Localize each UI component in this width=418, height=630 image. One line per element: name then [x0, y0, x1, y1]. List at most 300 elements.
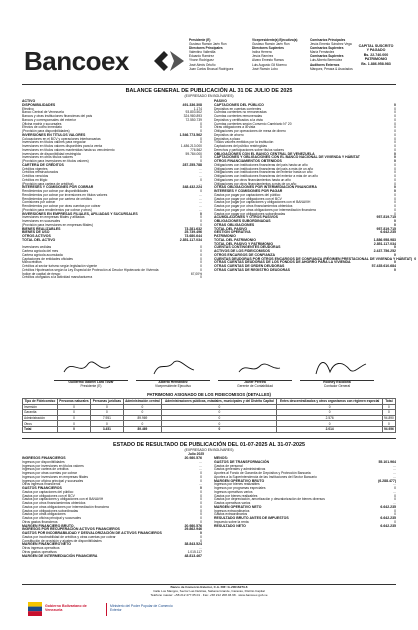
- ledger-label: BIENES DE USO: [22, 230, 50, 235]
- ledger-label: TOTAL DEL ACTIVO: [22, 237, 56, 242]
- capital-line: Y PAGADO: [366, 48, 386, 53]
- ledger-amount: 25.739.496: [184, 230, 202, 235]
- signature-block: [300, 380, 374, 389]
- ledger-amount: 72.550.739: [185, 117, 202, 122]
- header-line: Jesús Ernesto Sánchez Vega: [310, 42, 352, 47]
- ledger-amount: 0: [394, 174, 396, 178]
- trust-type-cell: Total: [23, 426, 58, 432]
- ledger-label: Obligaciones con instituciones financieras del exterior a más de un año: [214, 174, 318, 178]
- ledger-label: Gastos operativos varios: [214, 501, 251, 505]
- balance-liabilities-column: [214, 99, 417, 273]
- ledger-amount: 324.980.893: [183, 114, 202, 118]
- trust-column-header: Administración central: [123, 399, 162, 405]
- signature-block: [136, 380, 210, 389]
- ledger-label: (Provisión para inversiones en empresas filiales): [22, 222, 93, 227]
- header-line: Gustavo Ramón Jaén Ron: [252, 42, 290, 47]
- header-line: Comisarios Principales: [310, 38, 346, 42]
- ledger-amount: 6.642.235: [380, 516, 396, 520]
- ledger-amount: …: [392, 501, 396, 505]
- ledger-amount: 0: [200, 211, 202, 216]
- ledger-label: DISPONIBILIDADES: [22, 102, 56, 107]
- ledger-amount: 0: [200, 471, 202, 475]
- ledger-amount: 0: [394, 508, 396, 513]
- ledger-amount: 38.843.524: [184, 542, 202, 547]
- header-line: José Ramón Lobo: [252, 66, 278, 71]
- ledger-amount: 0: [200, 136, 202, 141]
- ledger-label: INVERSIONES EN TÍTULOS VALORES: [22, 132, 86, 137]
- footer-line: Calle Los Mangos, Sector Las Delicias, Sabana Grande, Caracas, Distrito Capital: [153, 588, 265, 593]
- ledger-label: Gastos por otros financiamientos obtenidos: [22, 501, 86, 505]
- ledger-label: Ingresos por otras cuentas por cobrar: [22, 471, 77, 475]
- trust-column-header: Total: [382, 399, 395, 405]
- ledger-label: Obligaciones con instituciones financieras del país a más de un año: [214, 166, 314, 171]
- ledger-label: Rendimientos por cobrar por cartera de créditos: [22, 196, 93, 201]
- ledger-label: Cuentas corrientes según Convenio Cambiario N° 20: [214, 121, 292, 126]
- ledger-amount: 1.174: [193, 106, 202, 111]
- trust-column-header: Entes descentralizados y otros organismos con régimen especial: [277, 399, 382, 405]
- ledger-label: Oficina matriz y sucursales: [22, 121, 62, 126]
- ledger-label: Banco Central de Venezuela: [22, 110, 64, 115]
- ledger-label: Créditos Hipotecarios según la Ley Especial de Protección al Deudor Hipotecario de Vivienda: [22, 267, 159, 272]
- trust-column-header: Tipo de Fideicomiso: [23, 399, 58, 405]
- ledger-label: Gastos por pagar por captaciones y obligaciones con el BANAVIH: [214, 200, 311, 205]
- trust-amount-cell: 0: [277, 410, 382, 416]
- ledger-label: ACUMULACIONES Y OTROS PASIVOS: [214, 215, 278, 220]
- ledger-amount: …: [198, 181, 202, 186]
- header-line: Vicepresidente(a) Ejecutivo(a): [252, 38, 298, 42]
- ledger-label: Gastos por obligaciones con el BCV: [22, 493, 75, 498]
- ledger-amount: 59.784.000: [185, 151, 202, 156]
- ledger-amount: 2.851.117.034: [179, 237, 202, 242]
- ledger-amount: …: [198, 196, 202, 201]
- ledger-label: Depósitos de ahorro: [214, 132, 244, 137]
- ledger-heading-row: [22, 555, 202, 559]
- results-income-column: [22, 457, 202, 558]
- ledger-label: Otros gastos operativos: [22, 549, 57, 554]
- ledger-amount: …: [198, 170, 202, 175]
- trust-amount-cell: 0: [162, 415, 277, 421]
- ledger-amount: 0: [200, 508, 202, 513]
- ledger-amount: 0: [394, 159, 396, 163]
- ledger-amount: 1.546.773.562: [179, 132, 202, 137]
- ledger-label: Gastos por pagar por otras obligaciones por intermediación financiera: [214, 207, 316, 212]
- ledger-amount: 0: [200, 129, 202, 133]
- ledger-label: Inversiones en otros títulos valores: [22, 155, 73, 160]
- ledger-amount: 0: [200, 189, 202, 193]
- ledger-amount: 0: [394, 170, 396, 175]
- ledger-label: MARGEN FINANCIERO BRUTO: [22, 523, 74, 528]
- ledger-amount: 20.980.576: [184, 523, 202, 528]
- ledger-amount: 0: [200, 534, 202, 539]
- ledger-label: RESULTADO NETO: [214, 523, 246, 528]
- ledger-label: Rendimientos por cobrar por disponibilidades: [22, 189, 89, 193]
- ledger-amount: 0: [394, 117, 396, 122]
- ledger-label: Gastos por otras obligaciones por intermediación financiera: [22, 504, 109, 509]
- ledger-amount: 67,00%: [190, 271, 202, 276]
- ledger-label: INGRESOS POR RECUPERACIÓN ACTIVOS FINANCIEROS: [22, 527, 120, 532]
- trust-amount-cell: 89.469: [123, 426, 162, 432]
- header-line: Auditores Externos: [310, 62, 340, 67]
- ledger-amount: 0: [200, 275, 202, 280]
- ledger-label: Títulos valores emitidos por la institución: [214, 140, 274, 145]
- ledger-amount: (6.288.477): [378, 478, 396, 483]
- ledger-amount: 0: [200, 159, 202, 163]
- ledger-label: BIENES REALIZABLES: [22, 226, 61, 231]
- trust-amount-cell: 0: [162, 404, 277, 410]
- ledger-amount: 0: [200, 121, 202, 126]
- trust-column-header: Personas naturales: [59, 399, 89, 404]
- ledger-amount: 0: [394, 162, 396, 167]
- ledger-label: PASIVO: [214, 99, 227, 103]
- ledger-label: Gastos por captaciones y obligaciones con el BANAVIH: [22, 497, 104, 502]
- ledger-label: Ingresos extraordinarios: [214, 508, 250, 513]
- ledger-label: CAPTACIONES Y OBLIGACIONES CON EL BANCO NACIONAL DE VIVIENDA Y HÁBITAT: [214, 155, 360, 160]
- trust-title: PATRIMONIO ASIGNADO DE LOS FIDEICOMISOS (DETALLES): [147, 392, 271, 397]
- ledger-amount: 29.862.946: [184, 527, 202, 532]
- trust-amount-cell: 0: [162, 421, 277, 427]
- ledger-amount: …: [198, 204, 202, 208]
- ledger-amount: 0: [200, 519, 202, 524]
- ledger-amount: 0: [394, 106, 396, 111]
- ledger-amount: 0: [394, 219, 396, 223]
- ledger-label: GASTOS FINANCIEROS: [22, 486, 62, 490]
- ledger-label: CUENTAS CONTINGENTES DEUDORAS: [214, 245, 281, 250]
- ledger-amount: 0: [394, 155, 396, 160]
- header-line: María Fernández: [310, 50, 335, 55]
- ledger-amount: …: [198, 192, 202, 197]
- ledger-amount: 0: [200, 125, 202, 130]
- ledger-label: OTRAS OBLIGACIONES: [214, 222, 255, 227]
- header-line: Yhonn Rodríguez: [189, 58, 214, 63]
- trust-amount-cell: 0: [277, 404, 382, 410]
- ledger-label: RESULTADO BRUTO ANTES DE IMPUESTOS: [214, 516, 289, 520]
- ledger-amount: 73.680.644: [184, 234, 202, 238]
- ledger-label: OTRAS CUENTAS DE REGISTRO DEUDORAS: [214, 267, 290, 272]
- ledger-amount: 0: [394, 185, 396, 190]
- government-label: Gobierno Bolivariano de Venezuela: [45, 604, 87, 613]
- trust-amount-cell: 2.576: [277, 415, 382, 421]
- trust-amount-cell: 0: [123, 410, 162, 416]
- ledger-amount: 0: [200, 252, 202, 257]
- ledger-amount: …: [392, 463, 396, 468]
- signatory-role: Gerente de Contabilidad: [237, 383, 273, 388]
- ledger-amount: …: [198, 467, 202, 472]
- ledger-label: Otros gastos financieros: [22, 519, 58, 524]
- ledger-label: Depósitos y certificados a la vista: [214, 117, 263, 122]
- ledger-amount: 0: [394, 136, 396, 141]
- trust-amount-cell: 0: [57, 404, 90, 410]
- ledger-label: ACTIVO: [22, 99, 36, 103]
- ledger-label: Inversiones en títulos valores para negociar: [22, 140, 86, 145]
- ledger-amount: 0: [200, 177, 202, 182]
- trust-column-header: Administraciones públicas, estadales, municipales y del Distrito Capital: [162, 399, 277, 405]
- ledger-label: Cuentas corrientes remuneradas: [214, 114, 263, 118]
- ledger-label: Ingresos por inversiones en empresas filiales: [22, 474, 88, 479]
- trust-type-cell: Otros: [23, 421, 58, 427]
- ledger-amount: 0: [200, 538, 202, 543]
- ledger-label: MENOS:: [214, 456, 228, 460]
- ledger-label: Rendimientos por cobrar por otras cuentas por cobrar: [22, 204, 101, 208]
- header-line: Gustavo Ramón Jaén Ron: [189, 42, 227, 47]
- ledger-label: Otras obligaciones a la vista: [214, 125, 256, 130]
- signatory-name: Javier Pereira: [244, 380, 266, 384]
- ledger-amount: 0: [394, 486, 396, 490]
- ledger-amount: 491.336.308: [182, 102, 202, 107]
- ledger-amount: …: [392, 474, 396, 479]
- ledger-label: Gastos por oficina principal y sucursales: [22, 516, 82, 520]
- capital-line: PATRIMONIO: [364, 57, 388, 62]
- ledger-label: TOTAL DEL PATRIMONIO: [214, 237, 256, 242]
- ledger-label: Obligaciones por otros financiamientos a más de un año: [214, 181, 297, 186]
- ledger-amount: 1.486.213.000: [180, 144, 202, 148]
- ledger-amount: 0: [394, 222, 396, 227]
- ledger-label: Depósitos en cuentas corrientes: [214, 106, 262, 111]
- ledger-amount: …: [392, 482, 396, 487]
- ledger-amount: 0: [414, 256, 417, 261]
- ledger-label: Obligaciones con instituciones financieras del país hasta un año: [214, 162, 308, 167]
- ledger-amount: 0: [394, 102, 396, 107]
- ledger-label: Impuesto sobre la renta: [214, 519, 249, 524]
- ledger-amount: …: [392, 471, 396, 475]
- balance-assets-column: [22, 100, 202, 280]
- ledger-label: Índice de capital de riesgo: [22, 271, 61, 276]
- ledger-label: Inversiones en títulos valores disponibles para la venta: [22, 144, 103, 148]
- ledger-label: Inversiones cedidas: [22, 245, 52, 250]
- ledger-label: Gastos por depreciación, amortización y desvalorización de bienes diversos: [214, 497, 325, 502]
- ledger-amount: 0: [394, 132, 396, 137]
- balance-subtitle: (EXPRESADO EN BOLÍVARES): [184, 94, 234, 98]
- trust-amount-cell: 0: [277, 421, 382, 427]
- trust-amount-cell: 0: [91, 404, 123, 410]
- header-line: Eduardo Ramírez: [189, 54, 214, 59]
- ledger-amount: 0: [394, 493, 396, 498]
- header-line: Comisarios Suplentes: [310, 46, 344, 51]
- ledger-row: [22, 276, 202, 280]
- ledger-amount: 2.851.117.034: [373, 241, 396, 246]
- results-subtitle: (EXPRESADO EN BOLÍVARES): [184, 448, 234, 452]
- ledger-label: (Provisión para cartera de créditos): [22, 181, 74, 186]
- trust-amount-cell: 0: [57, 410, 90, 416]
- ledger-amount: …: [198, 546, 202, 550]
- capital-box: [354, 44, 398, 66]
- ledger-label: Gastos por pagar por obligaciones con el BCV: [214, 196, 282, 201]
- ledger-label: Inversiones en empresas filiales y afiliadas: [22, 215, 85, 220]
- ledger-label: Colocaciones en el BCV y operaciones interbancarias: [22, 136, 101, 141]
- ledger-label: Créditos vencidos: [22, 174, 49, 178]
- ledger-amount: 776.562: [190, 147, 202, 152]
- ledger-label: Créditos otorgados a la actividad manufacturera: [22, 275, 93, 280]
- footer-address: [14, 586, 404, 597]
- ledger-amount: 6.642.235: [380, 230, 396, 235]
- ledger-label: Otros ingresos financieros: [22, 482, 61, 487]
- ledger-label: Rendimientos por cobrar por inversiones en títulos valores: [22, 192, 108, 197]
- ministry-label: Ministerio del Poder Popular de Comercio Exterior: [110, 604, 173, 613]
- ledger-amount: …: [198, 459, 202, 464]
- ledger-label: Depósitos a plazo: [214, 136, 241, 141]
- ledger-heading-row: [214, 269, 396, 273]
- ledger-label: Ingresos operativos varios: [214, 489, 253, 494]
- ledger-amount: …: [392, 489, 396, 494]
- ledger-amount: …: [198, 166, 202, 171]
- header-line: Indira Herrera: [252, 50, 272, 55]
- publication-page: [14, 14, 417, 620]
- ledger-amount: …: [198, 207, 202, 212]
- ledger-amount: 0: [394, 114, 396, 118]
- signatory-name: Rodney Escalona: [323, 380, 351, 384]
- ledger-amount: 0: [394, 125, 396, 130]
- ledger-amount: 0: [394, 181, 396, 186]
- signatory-name: Alberto Hernández: [158, 380, 188, 384]
- ledger-amount: 0: [394, 245, 396, 250]
- ledger-label: PATRIMONIO: [214, 234, 236, 238]
- ledger-amount: 0: [200, 264, 202, 268]
- ledger-amount: …: [392, 467, 396, 472]
- ledger-amount: 73.281.632: [184, 226, 202, 231]
- ledger-label: Gastos generales y administrativos: [214, 467, 266, 472]
- ledger-amount: 1.886.958.983: [373, 237, 396, 242]
- trust-amount-cell: 0: [57, 426, 90, 432]
- ledger-label: Cuentas corrientes no remuneradas: [214, 110, 267, 115]
- ledger-label: OTROS ENCARGOS DE CONFIANZA: [214, 252, 276, 257]
- ledger-label: (Provisión para inversiones en títulos valores): [22, 159, 89, 163]
- trust-amount-cell: 2.014: [277, 426, 382, 432]
- trust-column-header: Personas jurídicas: [92, 399, 122, 404]
- venezuela-emblem-icon: [28, 602, 42, 616]
- ledger-amount: 93.803.502: [185, 110, 202, 115]
- ledger-amount: 0: [394, 144, 396, 148]
- ledger-label: Ingresos por inversiones en títulos valores: [22, 463, 84, 468]
- ledger-label: TOTAL DEL PASIVO Y PATRIMONIO: [214, 241, 274, 246]
- ledger-amount: 0: [200, 140, 202, 145]
- ledger-label: Ingresos por oficina principal y sucursales: [22, 478, 84, 483]
- ledger-amount: 0: [394, 166, 396, 171]
- ledger-label: Gastos por otras obligaciones: [22, 512, 66, 517]
- signatory-role: Contador General: [323, 383, 351, 388]
- ledger-label: CARTERA DE CRÉDITOS: [22, 162, 64, 167]
- balance-title: BALANCE GENERAL DE PUBLICACIÓN AL 31 DE JULIO DE 2025: [125, 88, 293, 94]
- ledger-label: GESTIÓN OPERATIVA: [214, 230, 251, 235]
- ledger-label: OBLIGACIONES CON EL BANCO CENTRAL DE VENEZUELA: [214, 151, 315, 156]
- ledger-label: Cartera agrícola del mes: [22, 249, 59, 253]
- signature-block: [54, 380, 128, 389]
- trust-amount-cell: 0: [382, 410, 395, 416]
- ledger-amount: 0: [200, 486, 202, 490]
- bancoex-logo: Bancoex: [24, 46, 129, 76]
- ledger-amount: 55.101.964: [378, 459, 396, 464]
- ledger-amount: 0: [200, 256, 202, 261]
- ledger-amount: 0: [200, 155, 202, 160]
- results-expense-column: [214, 457, 396, 528]
- ledger-amount: 2.437.756.252: [373, 249, 396, 253]
- ledger-label: Efectos de cobro inmediato: [22, 125, 62, 130]
- ledger-label: OTRAS CUENTAS DEUDORAS DE LOS FONDOS DE AHORRO PARA LA VIVIENDA: [214, 260, 351, 265]
- ledger-amount: 0: [200, 516, 202, 520]
- ledger-label: INVERSIONES EN EMPRESAS FILIALES, AFILIADAS Y SUCURSALES: [22, 211, 138, 216]
- ledger-label: (Provisión para rendimientos por cobrar y otros): [22, 207, 92, 212]
- header-line: José Alexis Ortuño: [189, 62, 216, 67]
- trust-amount-cell: 0: [382, 421, 395, 427]
- trust-amount-cell: 7.951: [91, 415, 123, 421]
- ledger-label: Captaciones del público restringidas: [214, 144, 267, 148]
- ledger-label: OTRAS CUENTAS DE ORDEN DEUDORAS: [214, 264, 285, 268]
- ledger-label: Ingresos por bienes realizables: [214, 482, 260, 487]
- ledger-label: OTROS ACTIVOS: [22, 234, 51, 238]
- trust-amount-cell: 0: [162, 410, 277, 416]
- ledger-amount: …: [198, 200, 202, 205]
- ledger-label: OTROS FINANCIAMIENTOS OBTENIDOS: [214, 159, 282, 163]
- signatory-name: Guillermo Gabriel Lara Tovar: [68, 380, 114, 384]
- header-line: Presidente (E): [189, 38, 211, 42]
- ledger-amount: 0: [394, 497, 396, 502]
- ledger-amount: 0: [394, 204, 396, 208]
- ledger-label: Créditos reestructurados: [22, 170, 59, 175]
- ledger-label: Cartera agrícola acumulada: [22, 252, 63, 257]
- trust-amount-cell: 0: [123, 404, 162, 410]
- ledger-label: Gastos extraordinarios: [214, 512, 248, 517]
- ledger-label: OTRAS OBLIGACIONES POR INTERMEDIACIÓN FINANCIERA: [214, 185, 317, 190]
- ledger-amount: 0: [394, 207, 396, 212]
- ledger-label: (Provisión para disponibilidades): [22, 129, 70, 133]
- header-line: Alvaro Ernesto Ramos: [252, 58, 284, 63]
- ledger-amount: 0: [394, 196, 396, 201]
- ledger-amount: 0: [394, 512, 396, 517]
- trust-amount-cell: 0: [57, 415, 90, 421]
- ledger-amount: 0: [200, 531, 202, 535]
- ledger-amount: 0: [200, 497, 202, 502]
- ledger-label: Gastos por pagar por obligaciones subordinadas: [214, 211, 286, 216]
- trust-type-cell: Garantía: [23, 410, 58, 416]
- ledger-label: Derechos y participaciones sobre títulos valores: [214, 147, 285, 152]
- ledger-amount: 0: [200, 504, 202, 509]
- ledger-amount: 957.819.715: [376, 226, 396, 231]
- header-line: Directores Principales: [189, 46, 223, 51]
- ledger-label: GASTOS POR INCOBRABILIDAD Y DESVALORIZACIÓN DE ACTIVOS FINANCIEROS: [22, 531, 162, 535]
- ledger-amount: 0: [394, 252, 396, 257]
- trust-total-row: [23, 426, 396, 432]
- trust-amount-cell: 94.956: [384, 427, 394, 432]
- ledger-label: Bancos y otras instituciones financieras del país: [22, 114, 93, 118]
- ledger-amount: 0: [394, 110, 396, 115]
- header-line: Jesús Ramírez: [252, 54, 274, 59]
- ledger-amount: 0: [394, 211, 396, 216]
- ledger-label: MARGEN FINANCIERO NETO: [22, 542, 71, 547]
- ledger-label: Ingresos por cartera de créditos: [22, 467, 69, 472]
- ledger-amount: 0: [200, 474, 202, 479]
- ledger-label: Gastos por captaciones del público: [22, 489, 74, 494]
- header-line: Directores Suplentes: [252, 46, 284, 51]
- ledger-amount: 0: [394, 519, 396, 524]
- ledger-amount: 0: [200, 260, 202, 265]
- footer-line: Teléfono master: +58 212 477.05.01 · Fax: +58 212 208.03.98 · www.bancoex.gob.ve: [150, 592, 268, 597]
- ledger-label: Efectivo: [22, 106, 34, 111]
- ledger-label: Aportes al Fondo de Garantía de Depósitos y Protección Bancaria: [214, 471, 311, 475]
- ledger-label: MARGEN OPERATIVO NETO: [214, 504, 262, 509]
- ledger-label: OBLIGACIONES SUBORDINADAS: [214, 219, 271, 223]
- ledger-label: CUENTAS DEUDORAS POR OTROS ENCARGOS DE CONFIANZA (RÉGIMEN PRESTACIONAL DE VIVIENDA Y HÁBITAT): [214, 256, 413, 261]
- ledger-label: Inversiones de disponibilidad restringida: [22, 151, 81, 156]
- ledger-amount: 57.435.610.684: [371, 264, 396, 268]
- header-line: Márquez, Peraza & Asociados: [310, 66, 353, 71]
- ledger-amount: 6.642.235: [380, 504, 396, 509]
- ledger-label: Gastos por pagar por otros financiamientos obtenidos: [214, 204, 293, 208]
- ledger-amount: 0: [200, 493, 202, 498]
- ledger-label: Bancos y corresponsales del exterior: [22, 117, 77, 122]
- handwritten-signatures: [54, 356, 374, 378]
- section-divider: [22, 438, 396, 439]
- ledger-label: Obligaciones con instituciones financieras del exterior hasta un año: [214, 170, 313, 175]
- ledger-label: INTERESES Y COMISIONES POR COBRAR: [22, 185, 94, 190]
- ledger-label: ACTIVOS DE LOS FIDEICOMISOS: [214, 249, 271, 253]
